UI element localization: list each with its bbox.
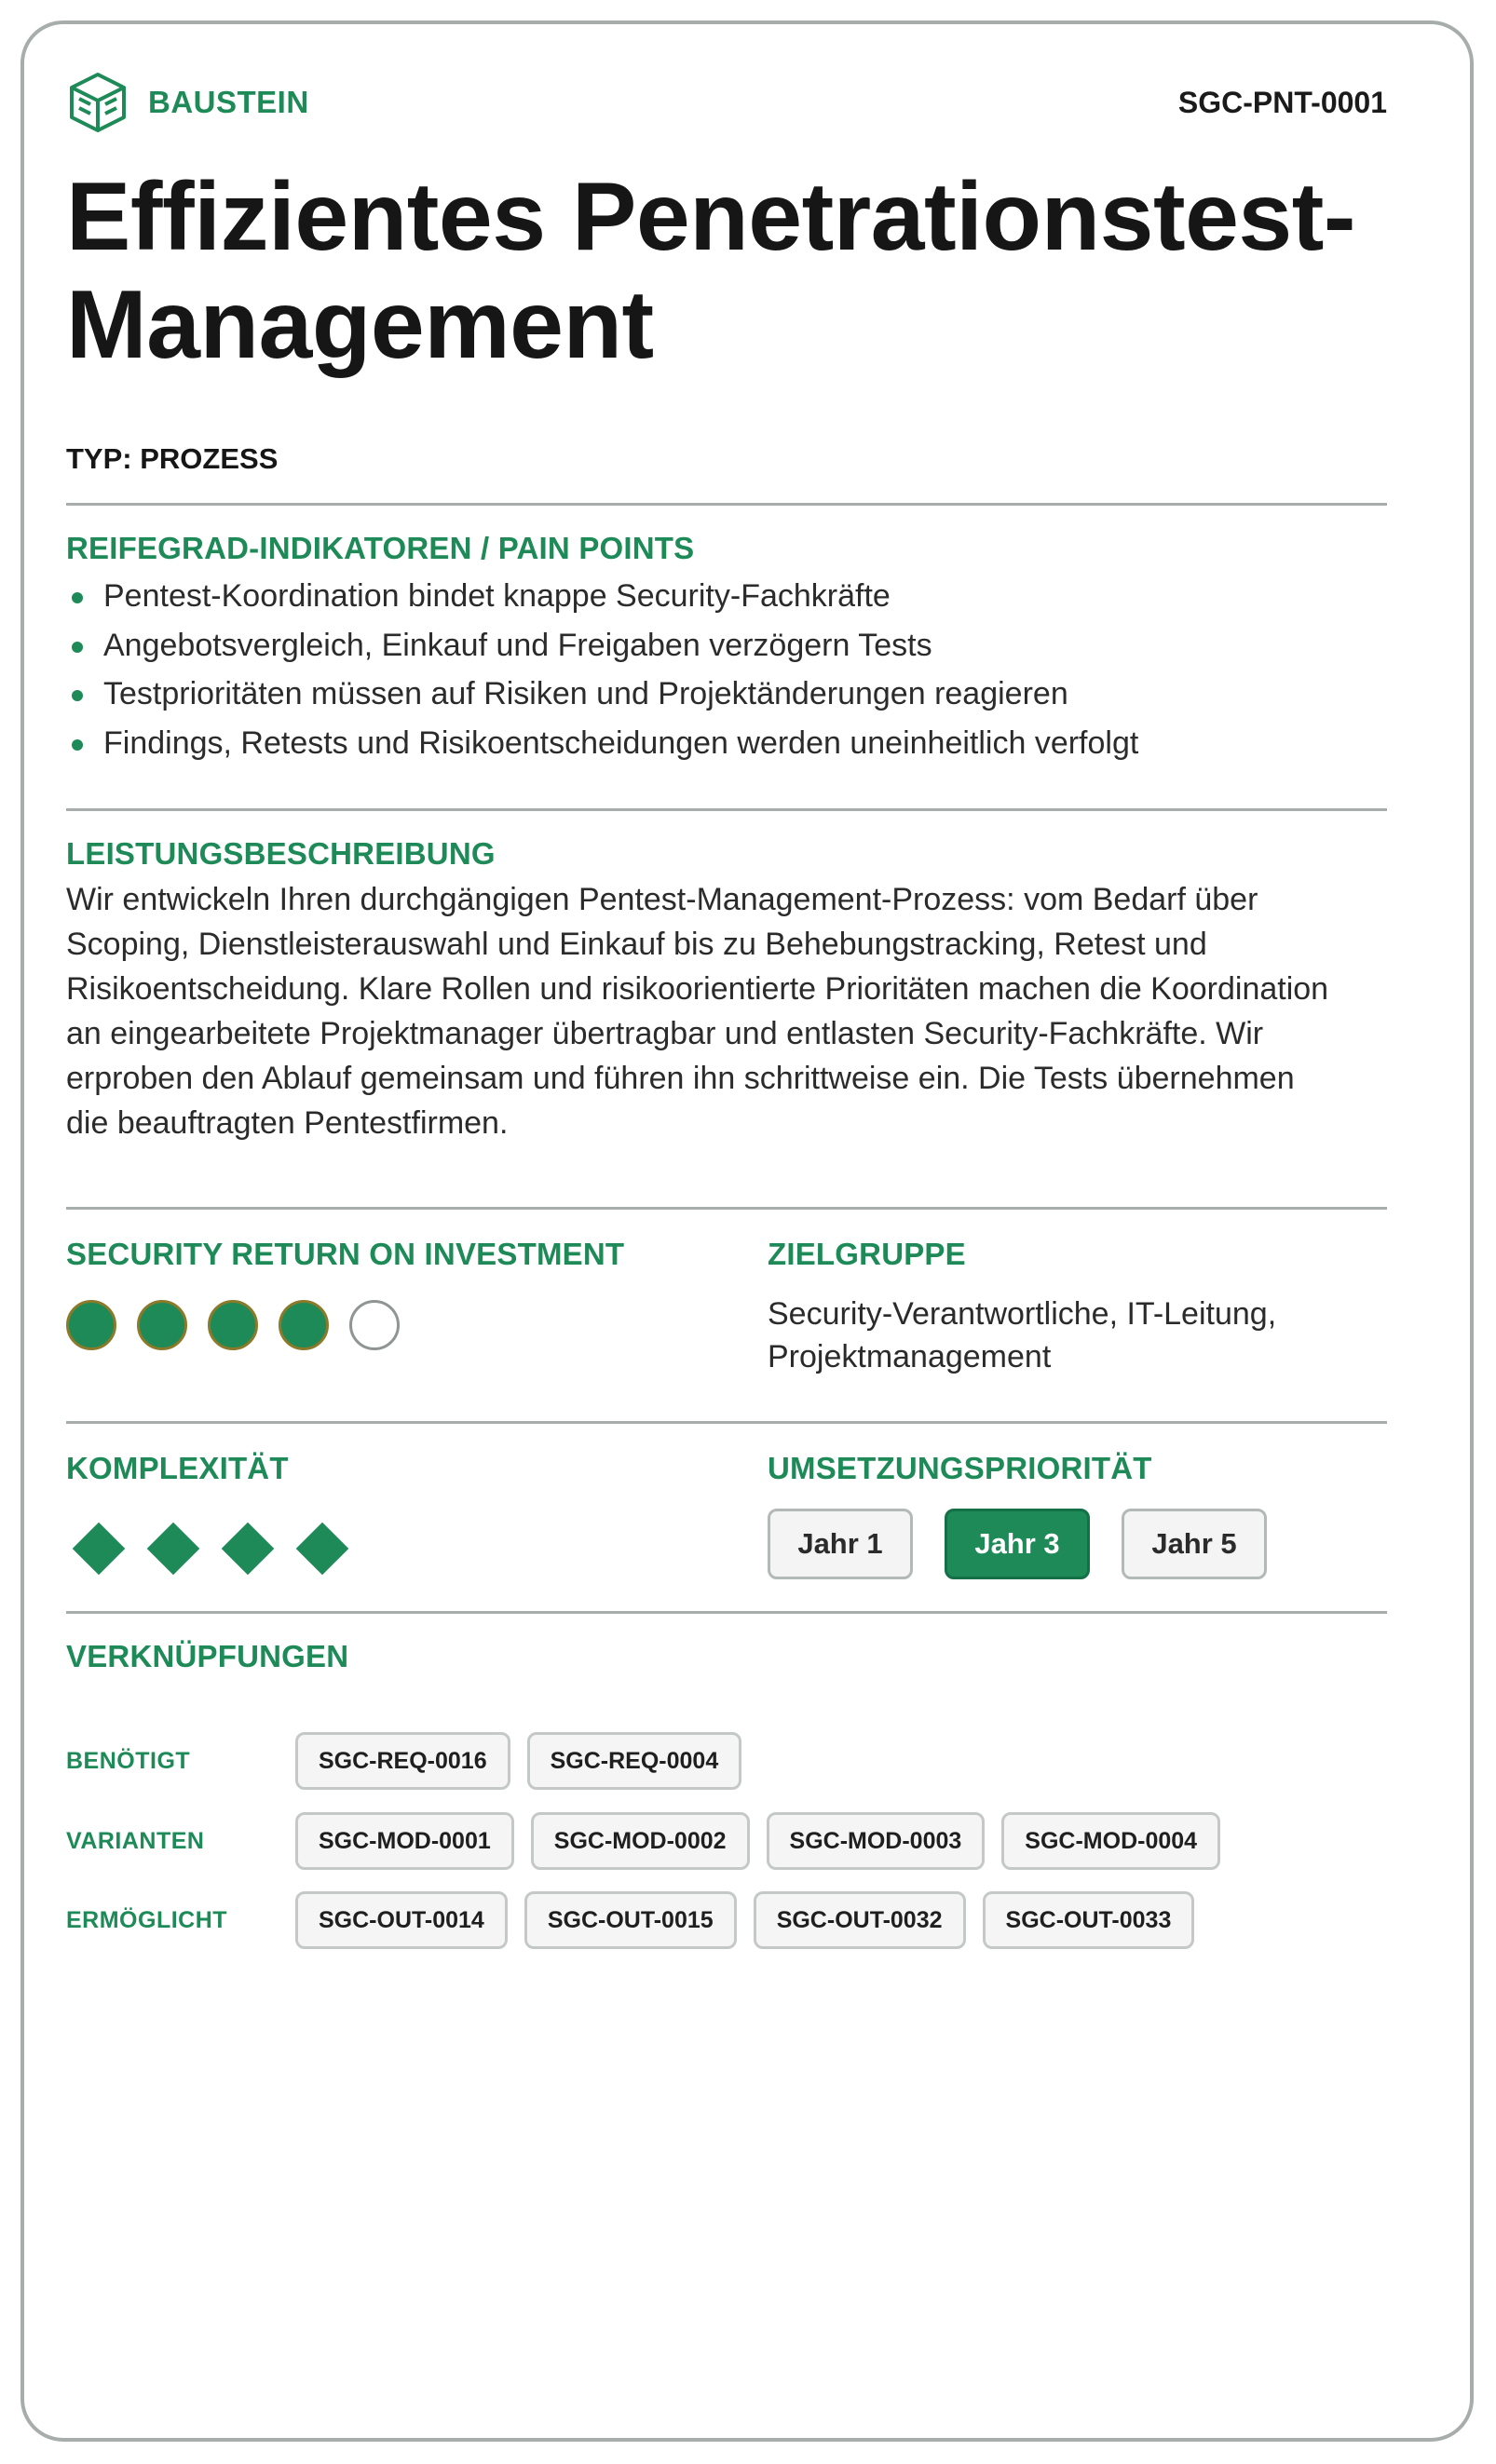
target-line: Security-Verantwortliche, IT-Leitung,: [768, 1296, 1277, 1332]
section-title: VERKNÜPFUNGEN: [66, 1639, 349, 1673]
link-chip[interactable]: SGC-MOD-0001: [295, 1812, 514, 1870]
card-header: [66, 70, 1387, 135]
priority-section: [768, 1451, 1267, 1579]
title-line-1: Effizientes Penetrationstest-: [66, 163, 1356, 271]
list-item: Angebotsvergleich, Einkauf und Freigaben verzögern Tests: [66, 621, 1387, 670]
link-chip[interactable]: SGC-MOD-0004: [1001, 1812, 1220, 1870]
link-row-label: ERMÖGLICHT: [66, 1906, 228, 1933]
link-chip[interactable]: SGC-MOD-0003: [767, 1812, 986, 1870]
description-line: an eingearbeitete Projektmanager übertragbar und entlasten Security-Fachkräfte. Wir: [66, 1016, 1264, 1051]
list-item: Testprioritäten müssen auf Risiken und Projektänderungen reagieren: [66, 670, 1387, 719]
description-line: Risikoentscheidung. Klare Rollen und risikoorientierte Prioritäten machen die Koordination: [66, 971, 1329, 1007]
link-row-label: BENÖTIGT: [66, 1747, 191, 1774]
priority-option-jahr-1[interactable]: Jahr 1: [768, 1509, 913, 1579]
brand: [66, 71, 309, 134]
divider: [66, 808, 1387, 811]
rating-dot-filled: [208, 1300, 258, 1350]
section-title: LEISTUNGSBESCHREIBUNG: [66, 836, 496, 871]
target-group-text: [768, 1293, 1276, 1378]
rating-dot-empty: [349, 1300, 400, 1350]
complexity-diamond-icon: [73, 1523, 126, 1576]
links-section: [66, 1639, 1387, 1674]
link-chips: [295, 1732, 741, 1790]
pain-points-list: [66, 572, 1387, 767]
section-title: SECURITY RETURN ON INVESTMENT: [66, 1237, 625, 1271]
complexity-diamond-icon: [296, 1523, 349, 1576]
link-row: [66, 1732, 741, 1790]
description-line: die beauftragten Pentestfirmen.: [66, 1105, 509, 1141]
complexity-diamond-icon: [222, 1523, 275, 1576]
link-chip[interactable]: SGC-REQ-0016: [295, 1732, 510, 1790]
document-id: SGC-PNT-0001: [1177, 85, 1387, 119]
rating-dot-filled: [66, 1300, 116, 1350]
complexity-rating: [66, 1522, 349, 1576]
complexity-section: [66, 1451, 349, 1576]
priority-option-jahr-5[interactable]: Jahr 5: [1122, 1509, 1267, 1579]
list-item: Pentest-Koordination bindet knappe Security-Fachkräfte: [66, 572, 1387, 621]
divider: [66, 1421, 1387, 1424]
link-row: [66, 1812, 1220, 1870]
title-line-2: Management: [66, 271, 654, 379]
section-title: UMSETZUNGSPRIORITÄT: [768, 1451, 1152, 1485]
section-title: KOMPLEXITÄT: [66, 1451, 289, 1485]
priority-option-jahr-3[interactable]: Jahr 3: [945, 1509, 1090, 1579]
type-label: TYP: PROZESS: [66, 442, 279, 475]
description-line: erproben den Ablauf gemeinsam und führen ihn schrittweise ein. Die Tests übernehmen: [66, 1061, 1295, 1096]
target-line: Projektmanagement: [768, 1339, 1052, 1374]
description-line: Scoping, Dienstleisterauswahl und Einkauf bis zu Behebungstracking, Retest und: [66, 927, 1207, 962]
cube-logo-icon: [66, 71, 129, 134]
section-title: REIFEGRAD-INDIKATOREN / PAIN POINTS: [66, 531, 695, 565]
link-row-label: VARIANTEN: [66, 1827, 205, 1854]
building-block-card: [20, 20, 1474, 2442]
rating-dot-filled: [279, 1300, 329, 1350]
description-text: [66, 877, 1387, 1145]
link-chip[interactable]: SGC-OUT-0032: [754, 1891, 966, 1949]
description-section: [66, 836, 1387, 1145]
divider: [66, 503, 1387, 506]
divider: [66, 1207, 1387, 1210]
link-chip[interactable]: SGC-MOD-0002: [531, 1812, 750, 1870]
roi-section: [66, 1237, 624, 1350]
pain-points-section: [66, 531, 1387, 767]
link-chips: [295, 1891, 1194, 1949]
rating-dot-filled: [137, 1300, 187, 1350]
link-chip[interactable]: SGC-OUT-0014: [295, 1891, 508, 1949]
page-title: [66, 163, 1387, 379]
list-item: Findings, Retests und Risikoentscheidungen werden uneinheitlich verfolgt: [66, 719, 1387, 768]
target-group-section: [768, 1237, 1276, 1378]
link-chip[interactable]: SGC-OUT-0015: [524, 1891, 737, 1949]
priority-options: [768, 1509, 1267, 1579]
complexity-diamond-icon: [147, 1523, 200, 1576]
brand-name: BAUSTEIN: [148, 85, 309, 119]
link-chips: [295, 1812, 1220, 1870]
section-title: ZIELGRUPPE: [768, 1237, 966, 1271]
description-line: Wir entwickeln Ihren durchgängigen Pentest-Management-Prozess: vom Bedarf über: [66, 882, 1258, 917]
link-row: [66, 1891, 1194, 1949]
roi-rating: [66, 1300, 624, 1350]
link-chip[interactable]: SGC-OUT-0033: [983, 1891, 1195, 1949]
link-chip[interactable]: SGC-REQ-0004: [527, 1732, 742, 1790]
divider: [66, 1611, 1387, 1614]
